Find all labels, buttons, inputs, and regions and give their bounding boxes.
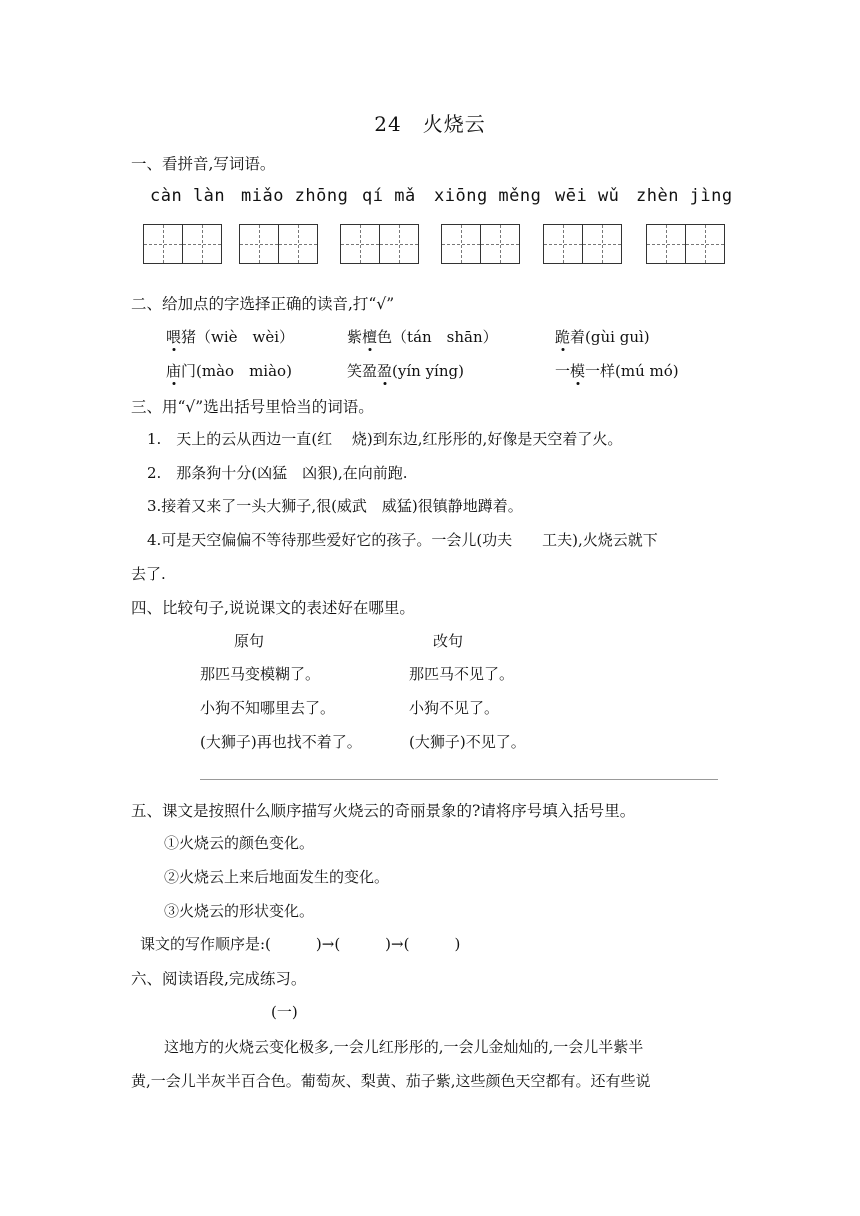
- pronunciation-item-3[interactable]: 跪着(gùi guì): [555, 328, 650, 346]
- answer-line[interactable]: [200, 779, 718, 780]
- word-choice-4-cont: 去了.: [131, 565, 166, 583]
- original-sentence-1: 那匹马变模糊了。: [200, 665, 321, 683]
- order-item-1: ①火烧云的颜色变化。: [164, 834, 315, 852]
- passage-line-1: 这地方的火烧云变化极多,一会儿红彤彤的,一会儿金灿灿的,一会儿半紫半: [164, 1038, 644, 1056]
- order-item-3: ③火烧云的形状变化。: [164, 902, 315, 920]
- passage-line-2: 黄,一会儿半灰半百合色。葡萄灰、梨黄、茄子紫,这些颜色天空都有。还有些说: [131, 1072, 651, 1090]
- section-5-heading: 五、课文是按照什么顺序描写火烧云的奇丽景象的?请将序号填入括号里。: [131, 802, 636, 820]
- pronunciation-item-1[interactable]: 喂猪（wiè wèi）: [166, 328, 295, 346]
- pinyin-4: xiōng měng: [434, 186, 542, 206]
- pronunciation-item-4[interactable]: 庙门(mào miào): [166, 362, 292, 380]
- passage-number: (一): [271, 1003, 298, 1021]
- section-6-heading: 六、阅读语段,完成练习。: [131, 970, 307, 988]
- writing-order-fill[interactable]: 课文的写作顺序是:( )→( )→( ): [140, 935, 461, 953]
- pronunciation-item-6[interactable]: 一模一样(mú mó): [555, 362, 679, 380]
- pinyin-2: miǎo zhōng: [241, 186, 349, 206]
- section-3-heading: 三、用“√”选出括号里恰当的词语。: [131, 398, 374, 416]
- writing-grid-6[interactable]: [646, 224, 725, 264]
- column-original-label: 原句: [234, 632, 265, 650]
- writing-grid-4[interactable]: [441, 224, 520, 264]
- word-choice-3[interactable]: 3.接着又来了一头大狮子,很(威武 威猛)很镇静地蹲着。: [147, 497, 523, 515]
- changed-sentence-2: 小狗不见了。: [409, 699, 500, 717]
- page-title: 24 火烧云: [374, 112, 486, 136]
- writing-grid-1[interactable]: [143, 224, 222, 264]
- changed-sentence-3: (大狮子)不见了。: [409, 733, 526, 751]
- column-changed-label: 改句: [433, 632, 464, 650]
- section-4-heading: 四、比较句子,说说课文的表述好在哪里。: [131, 599, 415, 617]
- original-sentence-2: 小狗不知哪里去了。: [200, 699, 336, 717]
- word-choice-1[interactable]: 1. 天上的云从西边一直(红 烧)到东边,红彤彤的,好像是天空着了火。: [147, 430, 623, 448]
- original-sentence-3: (大狮子)再也找不着了。: [200, 733, 362, 751]
- section-2-heading: 二、给加点的字选择正确的读音,打“√”: [131, 295, 395, 313]
- pronunciation-item-5[interactable]: 笑盈盈(yín yíng): [347, 362, 464, 380]
- writing-grid-2[interactable]: [239, 224, 318, 264]
- pinyin-5: wēi wǔ: [555, 186, 620, 206]
- word-choice-4[interactable]: 4.可是天空偏偏不等待那些爱好它的孩子。一会儿(功夫 工夫),火烧云就下: [147, 531, 658, 549]
- writing-grid-3[interactable]: [340, 224, 419, 264]
- section-1-heading: 一、看拼音,写词语。: [131, 155, 276, 173]
- changed-sentence-1: 那匹马不见了。: [409, 665, 515, 683]
- writing-grid-5[interactable]: [543, 224, 622, 264]
- pinyin-1: càn làn: [150, 186, 226, 206]
- pinyin-6: zhèn jìng: [636, 186, 733, 206]
- order-item-2: ②火烧云上来后地面发生的变化。: [164, 868, 390, 886]
- pinyin-3: qí mǎ: [362, 186, 416, 206]
- word-choice-2[interactable]: 2. 那条狗十分(凶猛 凶狠),在向前跑.: [147, 464, 408, 482]
- pronunciation-item-2[interactable]: 紫檀色（tán shān）: [347, 328, 498, 346]
